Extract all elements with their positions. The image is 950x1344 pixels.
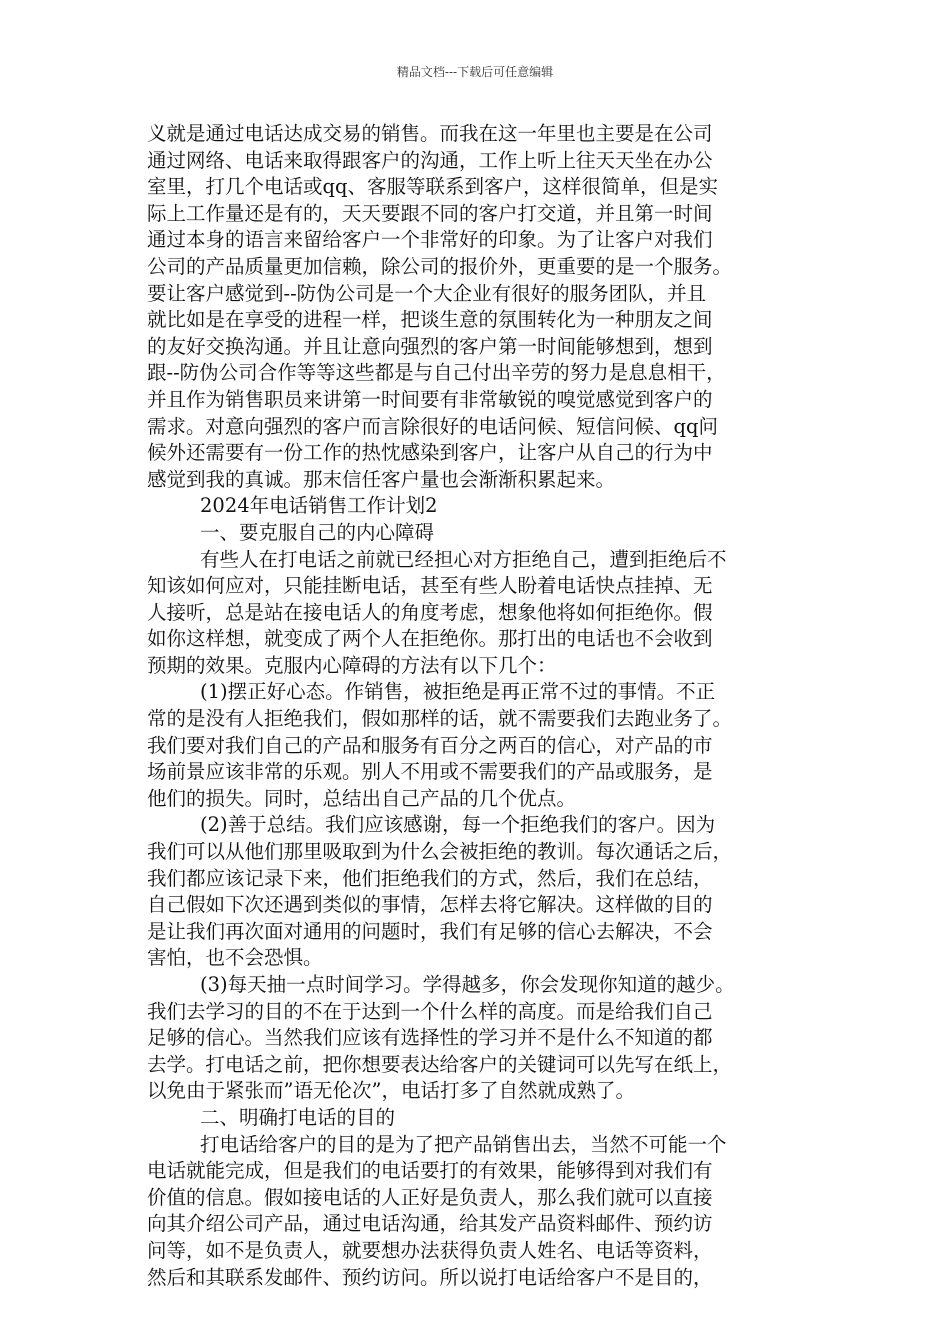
- text-line: 以免由于紧张而”语无伦次”，电话打多了自然就成熟了。: [147, 1079, 635, 1103]
- text-line: 常的是没有人拒绝我们，假如那样的话，就不需要我们去跑业务了。: [147, 707, 733, 731]
- text-line: (1)摆正好心态。作销售，被拒绝是再正常不过的事情。不正: [200, 680, 716, 704]
- text-line: 人接听，总是站在接电话人的角度考虑，想象他将如何拒绝你。假: [147, 600, 713, 624]
- text-line: 如你这样想，就变成了两个人在拒绝你。那打出的电话也不会收到: [147, 627, 713, 651]
- page-header: 精品文档---下载后可任意编辑: [396, 65, 554, 79]
- text-line: 有些人在打电话之前就已经担心对方拒绝自己，遭到拒绝后不: [200, 547, 727, 571]
- text-line: 2024年电话销售工作计划2: [200, 494, 438, 518]
- text-line: 电话就能完成，但是我们的电话要打的有效果，能够得到对我们有: [147, 1159, 713, 1183]
- text-line: 我们可以从他们那里吸取到为什么会被拒绝的教训。每次通话之后，: [147, 840, 733, 864]
- text-line: 二、明确打电话的目的: [200, 1105, 396, 1129]
- text-line: 知该如何应对，只能挂断电话，甚至有些人盼着电话快点挂掉、无: [147, 574, 713, 598]
- text-line: 我们都应该记录下来，他们拒绝我们的方式，然后，我们在总结，: [147, 866, 713, 890]
- text-line: 跟--防伪公司合作等等这些都是与自己付出辛劳的努力是息息相干，: [147, 361, 726, 385]
- text-line: 向其介绍公司产品，通过电话沟通，给其发产品资料邮件、预约访: [147, 1212, 713, 1236]
- text-line: 是让我们再次面对通用的问题时，我们有足够的信心去解决，不会: [147, 919, 713, 943]
- text-line: 打电话给客户的目的是为了把产品销售出去，当然不可能一个: [200, 1132, 727, 1156]
- text-line: 我们去学习的目的不在于达到一个什么样的高度。而是给我们自己: [147, 999, 713, 1023]
- text-line: 场前景应该非常的乐观。别人不用或不需要我们的产品或服务，是: [147, 760, 713, 784]
- text-line: 通过网络、电话来取得跟客户的沟通，工作上听上往天天坐在办公: [147, 148, 713, 172]
- text-line: 室里，打几个电话或qq、客服等联系到客户，这样很简单，但是实: [147, 175, 718, 199]
- text-line: 预期的效果。克服内心障碍的方法有以下几个：: [147, 653, 557, 677]
- text-line: 际上工作量还是有的，天天要跟不同的客户打交道，并且第一时间: [147, 201, 713, 225]
- text-line: 害怕，也不会恐惧。: [147, 946, 323, 970]
- text-line: 就比如是在享受的进程一样，把谈生意的氛围转化为一种朋友之间: [147, 308, 713, 332]
- text-line: 感觉到我的真诚。那末信任客户量也会渐渐积累起来。: [147, 467, 616, 491]
- text-line: 的友好交换沟通。并且让意向强烈的客户第一时间能够想到，想到: [147, 334, 713, 358]
- text-line: 一、要克服自己的内心障碍: [200, 520, 435, 544]
- text-line: 足够的信心。当然我们应该有选择性的学习并不是什么不知道的都: [147, 1026, 713, 1050]
- text-line: 自己假如下次还遇到类似的事情，怎样去将它解决。这样做的目的: [147, 893, 713, 917]
- text-line: 候外还需要有一份工作的热忱感染到客户，让客户从自己的行为中: [147, 441, 713, 465]
- text-line: 需求。对意向强烈的客户而言除很好的电话问候、短信问候、qq问: [147, 414, 718, 438]
- text-line: 通过本身的语言来留给客户一个非常好的印象。为了让客户对我们: [147, 228, 713, 252]
- text-line: 然后和其联系发邮件、预约访问。所以说打电话给客户不是目的，: [147, 1265, 713, 1289]
- text-line: 义就是通过电话达成交易的销售。而我在这一年里也主要是在公司: [147, 122, 713, 145]
- document-body: [147, 121, 833, 1291]
- text-line: 公司的产品质量更加信赖，除公司的报价外，更重要的是一个服务。: [147, 254, 733, 278]
- text-line: 要让客户感觉到--防伪公司是一个大企业有很好的服务团队，并且: [147, 281, 707, 305]
- text-line: 问等，如不是负责人，就要想办法获得负责人姓名、电话等资料，: [147, 1238, 713, 1262]
- text-line: 去学。打电话之前，把你想要表达给客户的关键词可以先写在纸上，: [147, 1052, 733, 1076]
- text-line: (2)善于总结。我们应该感谢，每一个拒绝我们的客户。因为: [200, 813, 716, 837]
- text-line: 并且作为销售职员来讲第一时间要有非常敏锐的嗅觉感觉到客户的: [147, 387, 713, 411]
- text-line: 他们的损失。同时，总结出自己产品的几个优点。: [147, 786, 577, 810]
- text-line: 我们要对我们自己的产品和服务有百分之两百的信心，对产品的市: [147, 733, 713, 757]
- text-line: (3)每天抽一点时间学习。学得越多，你会发现你知道的越少。: [200, 973, 735, 996]
- text-line: 价值的信息。假如接电话的人正好是负责人，那么我们就可以直接: [147, 1185, 713, 1209]
